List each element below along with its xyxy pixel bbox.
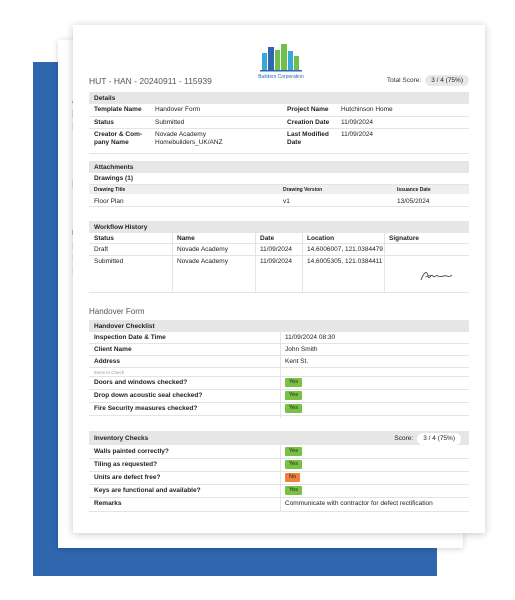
workflow-date: 11/09/2024	[260, 246, 293, 253]
document-page	[73, 25, 485, 533]
check-question: Tiling as requested?	[94, 461, 158, 468]
details-title: Details	[89, 92, 469, 104]
details-section	[89, 92, 469, 154]
workflow-status: Submitted	[94, 258, 124, 265]
drawings-title: Drawings (1)	[94, 175, 134, 182]
answer-yes-badge: Yes	[285, 378, 302, 387]
inventory-score-value: 3 / 4 (75%)	[417, 433, 461, 445]
answer-yes-badge: Yes	[285, 391, 302, 400]
document-header	[89, 75, 469, 89]
check-question: Keys are functional and available?	[94, 487, 201, 494]
checklist-label: Client Name	[94, 346, 132, 353]
detail-label: Project Name	[287, 106, 329, 113]
workflow-name: Novade Academy	[177, 258, 228, 265]
check-question: Doors and windows checked?	[94, 379, 188, 386]
detail-value: Novade Academy Homebuilders_UK/ANZ	[155, 131, 223, 146]
inventory-score	[394, 433, 461, 445]
checklist-section	[89, 320, 469, 419]
detail-value: 11/09/2024	[341, 119, 374, 126]
inventory-section	[89, 431, 469, 513]
drawing-version: v1	[283, 198, 290, 205]
document-id: HUT - HAN - 20240911 - 115939	[89, 76, 212, 86]
check-question: Units are defect free?	[94, 474, 161, 481]
drawing-column-header: Issuance Date	[397, 187, 431, 193]
detail-label: Creator & Com- pany Name	[94, 131, 143, 146]
detail-label: Last Modified Date	[287, 131, 329, 146]
workflow-location: 14.6005305, 121.0384411	[307, 258, 383, 265]
drawing-column-header: Drawing Title	[94, 187, 126, 193]
workflow-column-header: Location	[307, 235, 335, 242]
answer-yes-badge: Yes	[285, 460, 302, 469]
inventory-title: Inventory Checks	[89, 431, 469, 445]
detail-value: Hutchinson Home	[341, 106, 393, 113]
check-question: Drop down acoustic seal checked?	[94, 392, 203, 399]
answer-yes-badge: Yes	[285, 404, 302, 413]
logo-buildings-icon	[251, 39, 311, 73]
form-title: Handover Form	[89, 307, 145, 316]
detail-label: Status	[94, 119, 114, 126]
workflow-location: 14.6006007, 121.0384479	[307, 246, 383, 253]
items-to-check-label: Items to Check	[94, 370, 125, 375]
checklist-value: Kent St.	[285, 358, 309, 365]
checklist-value: 11/09/2024 08:30	[285, 334, 336, 341]
workflow-status: Draft	[94, 246, 109, 253]
detail-label: Template Name	[94, 106, 142, 113]
check-question: Fire Security measures checked?	[94, 405, 198, 412]
workflow-column-header: Status	[94, 235, 114, 242]
workflow-name: Novade Academy	[177, 246, 228, 253]
answer-yes-badge: Yes	[285, 486, 302, 495]
workflow-column-header: Signature	[389, 235, 419, 242]
workflow-column-header: Date	[260, 235, 275, 242]
total-score-label: Total Score:	[386, 77, 422, 84]
company-logo	[251, 39, 311, 80]
drawing-issuance-date: 13/05/2024	[397, 198, 430, 205]
total-score-value: 3 / 4 (75%)	[425, 75, 469, 86]
workflow-section	[89, 221, 469, 293]
inventory-score-label: Score:	[394, 435, 414, 442]
detail-value: Handover Form	[155, 106, 201, 113]
remarks-label: Remarks	[94, 500, 122, 507]
logo-caption: Builders Corporation	[258, 74, 304, 80]
answer-yes-badge: Yes	[285, 447, 302, 456]
answer-no-badge: No	[285, 473, 300, 482]
drawing-title-link[interactable]: Floor Plan	[94, 198, 124, 205]
total-score	[387, 75, 469, 86]
checklist-label: Address	[94, 358, 121, 365]
checklist-value: John Smith	[285, 346, 318, 353]
check-question: Walls painted correctly?	[94, 448, 169, 455]
checklist-title: Handover Checklist	[89, 320, 469, 332]
detail-value: 11/09/2024	[341, 131, 374, 138]
detail-value: Submitted	[155, 119, 185, 126]
workflow-column-header: Name	[177, 235, 195, 242]
signature-image	[419, 267, 453, 285]
checklist-label: Inspection Date & Time	[94, 334, 166, 341]
workflow-date: 11/09/2024	[260, 258, 293, 265]
remarks-value: Communicate with contractor for defect rectification	[285, 500, 433, 507]
workflow-title: Workflow History	[89, 221, 469, 233]
drawing-column-header: Drawing Version	[283, 187, 323, 193]
detail-label: Creation Date	[287, 119, 330, 126]
attachments-section	[89, 161, 469, 207]
attachments-title: Attachments	[89, 161, 469, 173]
